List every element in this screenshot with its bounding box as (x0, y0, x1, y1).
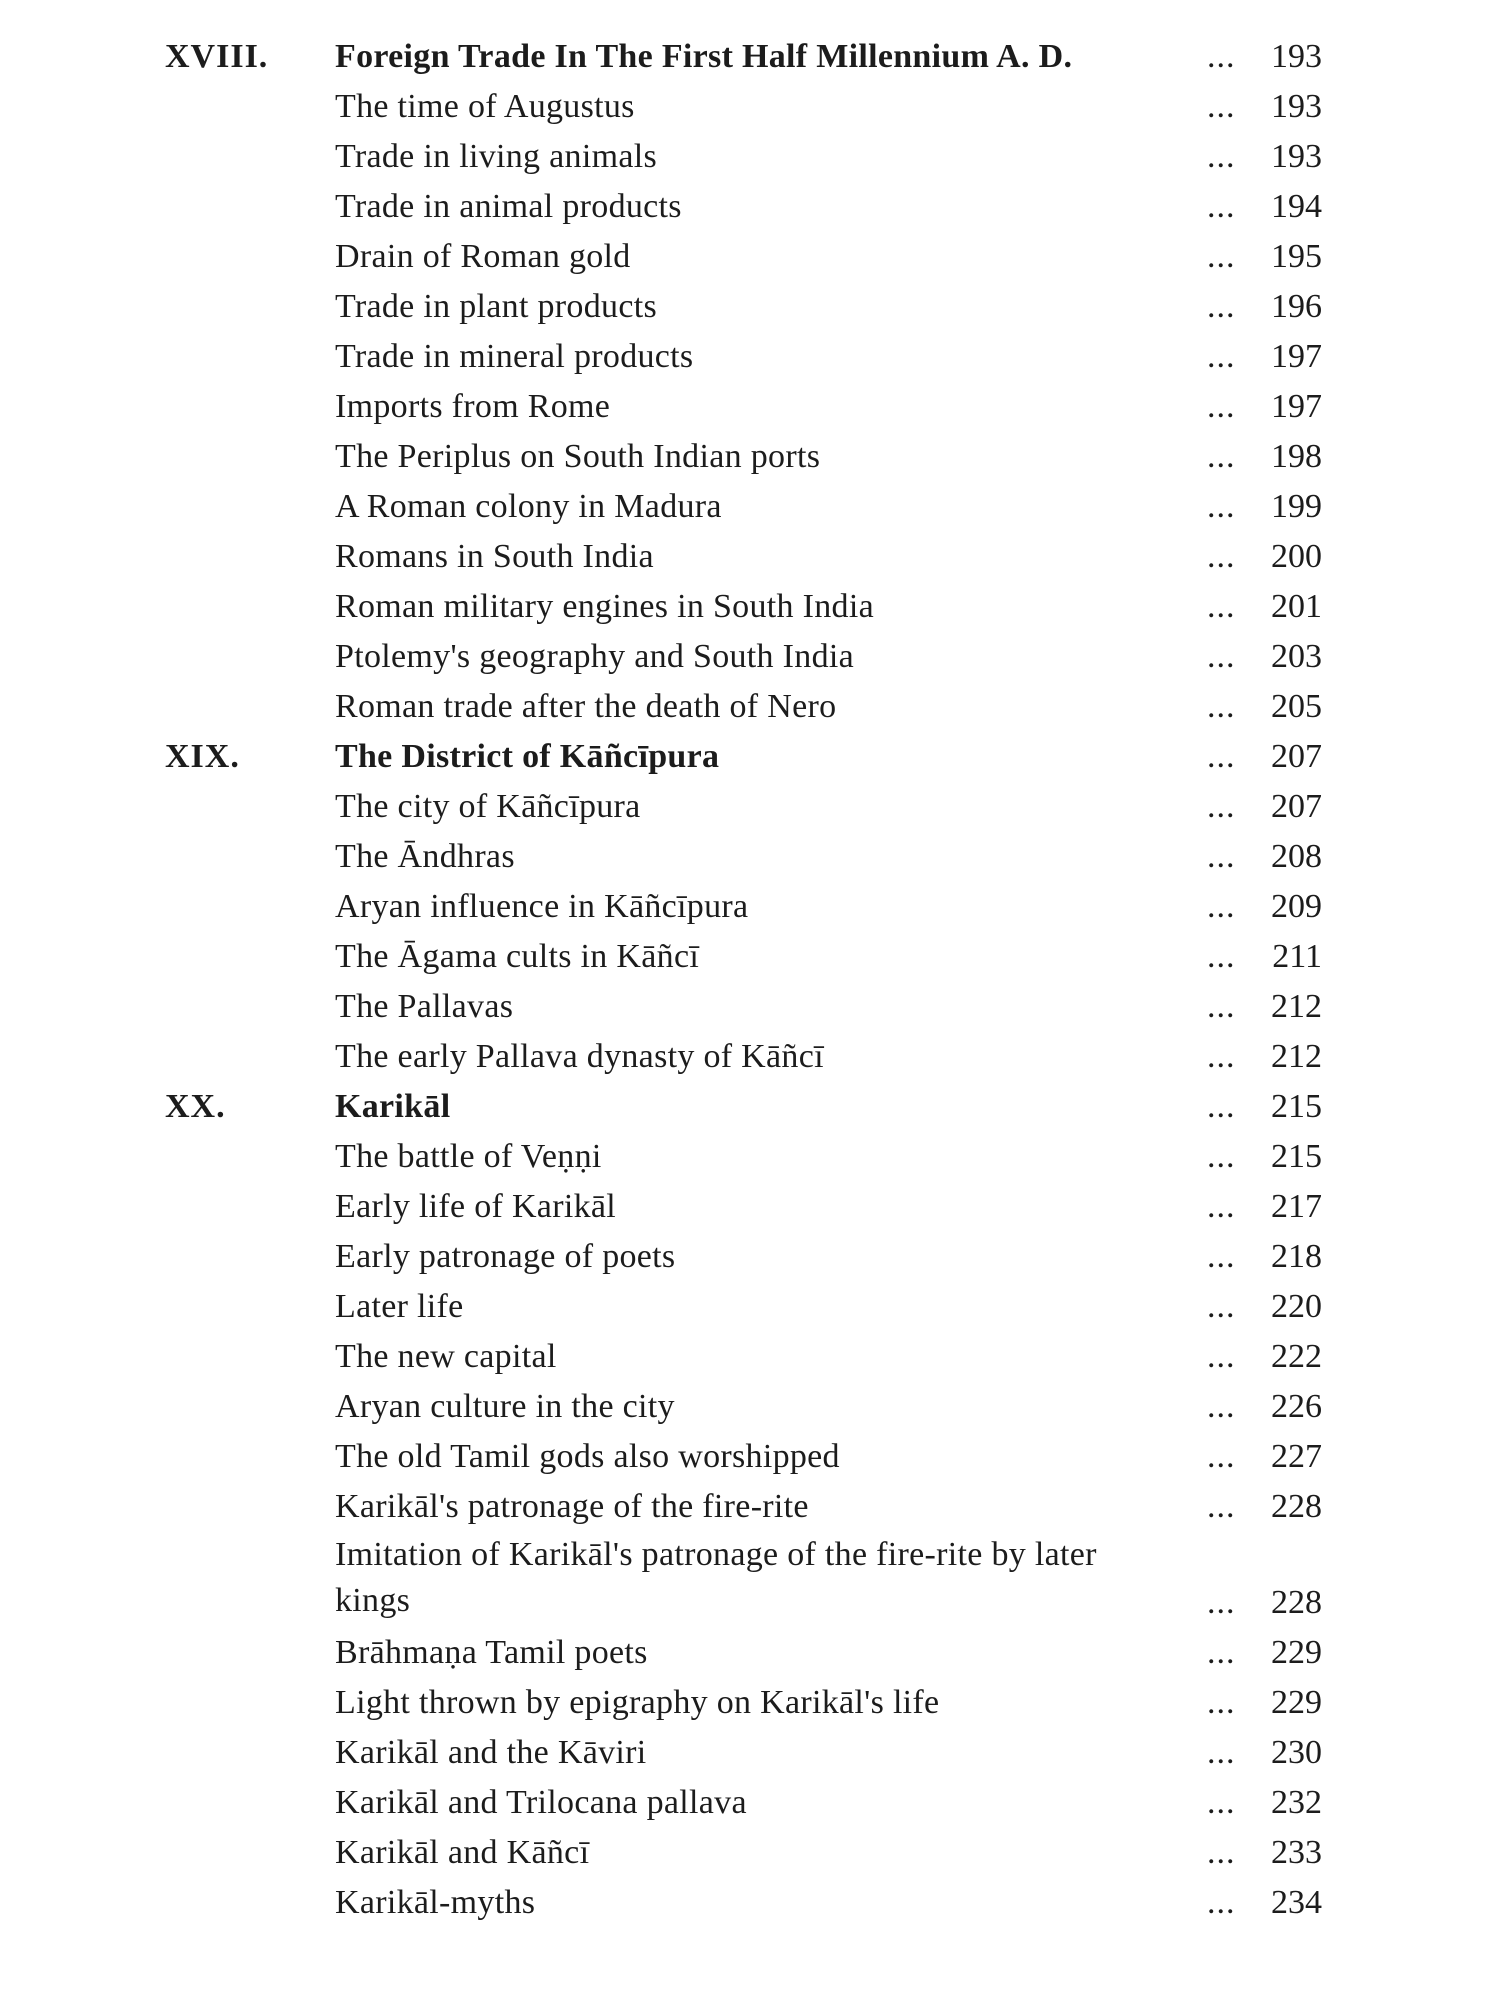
leader-dots: ... (1207, 738, 1236, 775)
section-title: Brāhmaṇa Tamil poets (335, 1634, 648, 1671)
toc-entry-row (0, 1382, 1500, 1432)
leader-dots: ... (1207, 838, 1236, 875)
section-title: Karikāl's patronage of the fire-rite (335, 1488, 809, 1525)
page-number: 197 (1271, 388, 1322, 425)
leader-dots: ... (1207, 638, 1236, 675)
page-number: 229 (1271, 1634, 1322, 1671)
leader-dots: ... (1207, 1684, 1236, 1721)
section-title: Later life (335, 1288, 464, 1325)
page-number: 203 (1271, 638, 1322, 675)
toc-entry-row (0, 1778, 1500, 1828)
page-number: 218 (1271, 1238, 1322, 1275)
leader-dots: ... (1207, 1388, 1236, 1425)
section-title: Trade in mineral products (335, 338, 694, 375)
leader-dots: ... (1207, 888, 1236, 925)
toc-entry-row (0, 1332, 1500, 1382)
section-title: The battle of Veṇṇi (335, 1138, 602, 1175)
leader-dots: ... (1207, 588, 1236, 625)
leader-dots: ... (1207, 1884, 1236, 1921)
section-title: Roman military engines in South India (335, 588, 874, 625)
chapter-heading-row (0, 32, 1500, 82)
leader-dots: ... (1207, 688, 1236, 725)
page-number: 193 (1271, 138, 1322, 175)
page-number: 193 (1271, 38, 1322, 75)
page-number: 234 (1271, 1884, 1322, 1921)
toc-entry-row (0, 1878, 1500, 1928)
toc-entry-row (0, 882, 1500, 932)
chapter-title: The District of Kāñcīpura (335, 738, 720, 775)
section-title: The old Tamil gods also worshipped (335, 1438, 840, 1475)
section-title: Early life of Karikāl (335, 1188, 617, 1225)
leader-dots: ... (1207, 438, 1236, 475)
leader-dots: ... (1207, 238, 1236, 275)
toc-entry-row (0, 1182, 1500, 1232)
toc-entry-row (0, 482, 1500, 532)
page-number: 228 (1271, 1584, 1322, 1621)
toc-entry-row (0, 582, 1500, 632)
toc-entry-row (0, 1828, 1500, 1878)
toc-entry-row (0, 932, 1500, 982)
page-number: 212 (1271, 988, 1322, 1025)
chapter-heading-row (0, 1082, 1500, 1132)
page-number: 207 (1271, 788, 1322, 825)
leader-dots: ... (1207, 288, 1236, 325)
chapter-heading-row (0, 732, 1500, 782)
page-number: 198 (1271, 438, 1322, 475)
page-number: 233 (1271, 1834, 1322, 1871)
section-title: Drain of Roman gold (335, 238, 631, 275)
toc-entry-row (0, 782, 1500, 832)
chapter-number: XVIII. (165, 38, 269, 75)
section-title: Trade in animal products (335, 188, 682, 225)
leader-dots: ... (1207, 338, 1236, 375)
toc-entry-row (0, 432, 1500, 482)
page-number: 222 (1271, 1338, 1322, 1375)
page-number: 200 (1271, 538, 1322, 575)
toc-entry-row (0, 982, 1500, 1032)
section-title: The Āndhras (335, 838, 515, 875)
toc-entry-row (0, 1678, 1500, 1728)
toc-entry-row (0, 1282, 1500, 1332)
section-title: Early patronage of poets (335, 1238, 676, 1275)
leader-dots: ... (1207, 1238, 1236, 1275)
section-title: The new capital (335, 1338, 557, 1375)
section-title: Trade in living animals (335, 138, 658, 175)
toc-entry-row (0, 182, 1500, 232)
section-title: Romans in South India (335, 538, 654, 575)
section-title: Imports from Rome (335, 388, 611, 425)
toc-entry-row (0, 332, 1500, 382)
section-title: Aryan influence in Kāñcīpura (335, 888, 749, 925)
section-title: Trade in plant products (335, 288, 657, 325)
section-title: The Periplus on South Indian ports (335, 438, 821, 475)
toc-entry-row (0, 382, 1500, 432)
leader-dots: ... (1207, 788, 1236, 825)
section-title: Roman trade after the death of Nero (335, 688, 837, 725)
leader-dots: ... (1207, 1438, 1236, 1475)
toc-entry-row (0, 1232, 1500, 1282)
section-title: The Āgama cults in Kāñcī (335, 938, 700, 975)
toc-entry-row (0, 282, 1500, 332)
section-title: The city of Kāñcīpura (335, 788, 641, 825)
page-number: 220 (1271, 1288, 1322, 1325)
section-title: A Roman colony in Madura (335, 488, 722, 525)
leader-dots: ... (1207, 988, 1236, 1025)
page-number: 230 (1271, 1734, 1322, 1771)
leader-dots: ... (1207, 138, 1236, 175)
section-title: Karikāl and the Kāviri (335, 1734, 647, 1771)
toc-entry-row (0, 232, 1500, 282)
chapter-title: Foreign Trade In The First Half Millennium A. D. (335, 38, 1073, 75)
section-title: Imitation of Karikāl's patronage of the fire-rite by later kings (335, 1536, 1097, 1619)
section-title: Light thrown by epigraphy on Karikāl's life (335, 1684, 940, 1721)
toc-entry-row (0, 1032, 1500, 1082)
toc-entry-row (0, 682, 1500, 732)
section-title: The time of Augustus (335, 88, 635, 125)
page-number: 227 (1271, 1438, 1322, 1475)
chapter-title: Karikāl (335, 1088, 451, 1125)
page-number: 199 (1271, 488, 1322, 525)
page-number: 201 (1271, 588, 1322, 625)
toc-entry-row (0, 132, 1500, 182)
leader-dots: ... (1207, 1584, 1236, 1621)
leader-dots: ... (1207, 1188, 1236, 1225)
page-number: 232 (1271, 1784, 1322, 1821)
chapter-number: XX. (165, 1088, 226, 1125)
page-number: 211 (1272, 938, 1322, 975)
page-number: 228 (1271, 1488, 1322, 1525)
page-number: 215 (1271, 1138, 1322, 1175)
page-number: 217 (1271, 1188, 1322, 1225)
section-title: The Pallavas (335, 988, 514, 1025)
toc-entry-row (0, 632, 1500, 682)
toc-entry-row (0, 1628, 1500, 1678)
section-title: Karikāl and Kāñcī (335, 1834, 590, 1871)
leader-dots: ... (1207, 38, 1236, 75)
page-number: 196 (1271, 288, 1322, 325)
toc-entry-row (0, 1132, 1500, 1182)
page-number: 205 (1271, 688, 1322, 725)
page-number: 207 (1271, 738, 1322, 775)
toc-entry-row (0, 1728, 1500, 1778)
page-number: 193 (1271, 88, 1322, 125)
leader-dots: ... (1207, 1038, 1236, 1075)
page-number: 212 (1271, 1038, 1322, 1075)
leader-dots: ... (1207, 1634, 1236, 1671)
leader-dots: ... (1207, 1734, 1236, 1771)
leader-dots: ... (1207, 1488, 1236, 1525)
section-title: Karikāl and Trilocana pallava (335, 1784, 747, 1821)
section-title: Aryan culture in the city (335, 1388, 675, 1425)
page-number: 229 (1271, 1684, 1322, 1721)
leader-dots: ... (1207, 938, 1236, 975)
page-number: 195 (1271, 238, 1322, 275)
page-number: 226 (1271, 1388, 1322, 1425)
page-number: 197 (1271, 338, 1322, 375)
leader-dots: ... (1207, 1138, 1236, 1175)
leader-dots: ... (1207, 1088, 1236, 1125)
table-of-contents (0, 32, 1500, 1928)
toc-entry-row (0, 1532, 1500, 1628)
leader-dots: ... (1207, 1834, 1236, 1871)
toc-entry-row (0, 1482, 1500, 1532)
section-title: The early Pallava dynasty of Kāñcī (335, 1038, 824, 1075)
leader-dots: ... (1207, 1288, 1236, 1325)
toc-entry-row (0, 1432, 1500, 1482)
chapter-number: XIX. (165, 738, 240, 775)
leader-dots: ... (1207, 1338, 1236, 1375)
leader-dots: ... (1207, 188, 1236, 225)
page-number: 194 (1271, 188, 1322, 225)
leader-dots: ... (1207, 488, 1236, 525)
page-number: 208 (1271, 838, 1322, 875)
page-number: 215 (1271, 1088, 1322, 1125)
toc-entry-row (0, 82, 1500, 132)
page-number: 209 (1271, 888, 1322, 925)
section-title: Karikāl-myths (335, 1884, 536, 1921)
leader-dots: ... (1207, 1784, 1236, 1821)
leader-dots: ... (1207, 388, 1236, 425)
leader-dots: ... (1207, 88, 1236, 125)
section-title: Ptolemy's geography and South India (335, 638, 855, 675)
toc-entry-row (0, 532, 1500, 582)
leader-dots: ... (1207, 538, 1236, 575)
toc-entry-row (0, 832, 1500, 882)
